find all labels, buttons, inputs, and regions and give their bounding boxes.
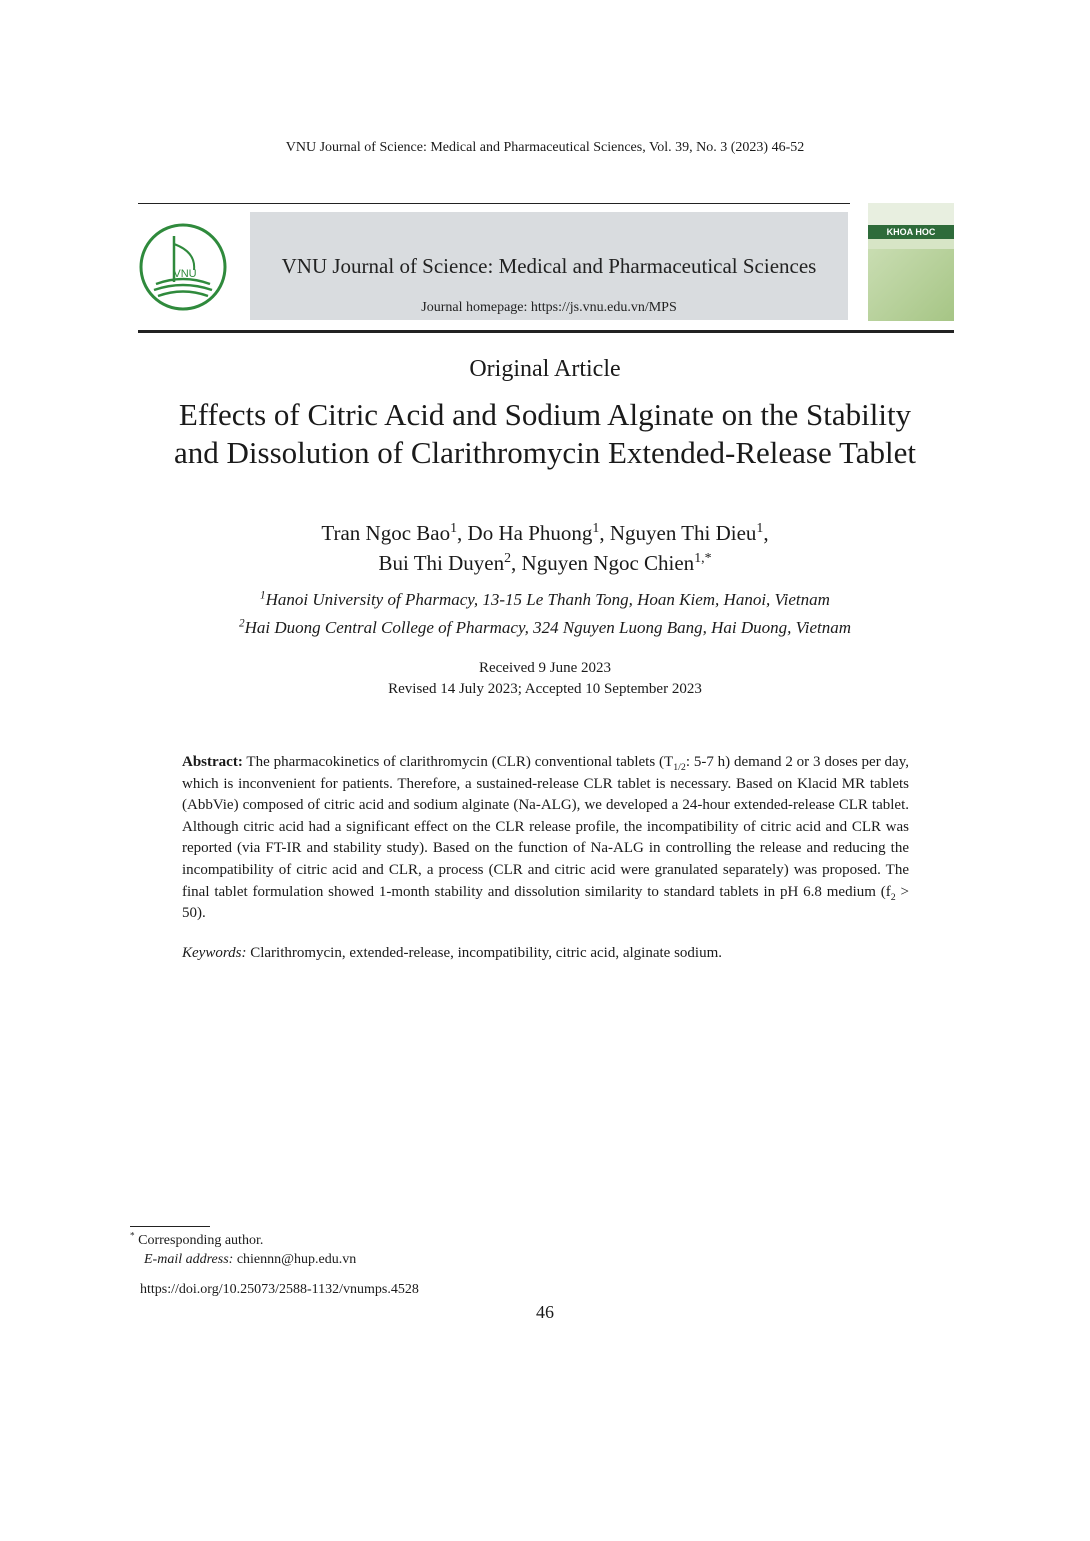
author-affiliation-marker: 1 [592,520,600,535]
banner-journal-title: VNU Journal of Science: Medical and Pharmaceutical Sciences [281,254,817,278]
author-separator: , [763,521,769,545]
logo-text: VNU [173,268,197,280]
author-separator: , [511,551,522,575]
abstract [182,752,909,925]
journal-banner [250,212,848,320]
footnote-marker: * [130,1230,135,1241]
received-date: Received 9 June 2023 [478,660,612,676]
author-name: Bui Thi Duyen [378,551,505,575]
running-head: VNU Journal of Science: Medical and Pharmaceutical Sciences, Vol. 39, No. 3 (2023) 46-52 [285,140,805,155]
author-affiliation-marker: 1,* [694,550,712,565]
author-affiliation-marker: 2 [504,550,512,565]
author-name: Nguyen Thi Dieu [609,521,757,545]
affiliation-1 [0,590,1090,610]
doi-link[interactable]: https://doi.org/10.25073/2588-1132/vnumps.4528 [140,1282,419,1297]
abstract-subscript: 2 [890,891,896,903]
affiliation-2 [0,618,1090,638]
affiliation-marker: 2 [238,617,245,630]
author-name: Nguyen Ngoc Chien [521,551,695,575]
email-label: E-mail address: [144,1252,234,1267]
cover-band [868,239,954,249]
journal-cover-thumbnail [868,203,954,321]
article-dates [0,658,1090,700]
cover-image [868,249,954,321]
header-rule-bottom [138,330,954,333]
author-separator: , [599,521,610,545]
abstract-text: > 50). [182,883,909,922]
author-name: Do Ha Phuong [467,521,593,545]
affiliation-text: Hanoi University of Pharmacy, 13-15 Le Thanh Tong, Hoan Kiem, Hanoi, Vietnam [265,590,830,609]
footnote-corresponding [130,1230,264,1249]
author-affiliation-marker: 1 [450,520,458,535]
keywords-label: Keywords: [182,945,247,961]
email-address[interactable]: chiennn@hup.edu.vn [233,1252,357,1267]
author-separator: , [457,521,468,545]
footnote-email [144,1252,356,1268]
article-type: Original Article [469,356,621,382]
footnote-text: Corresponding author. [134,1233,264,1248]
abstract-label: Abstract: [182,754,243,770]
cover-title: KHOA HOC [868,225,954,239]
keywords-text: Clarithromycin, extended-release, incompatibility, citric acid, alginate sodium. [246,945,722,961]
page-number: 46 [536,1302,554,1322]
abstract-text: The pharmacokinetics of clarithromycin (CLR) conventional tablets (T [242,754,674,770]
affiliation-text: Hai Duong Central College of Pharmacy, 324 Nguyen Luong Bang, Hai Duong, Vietnam [244,618,852,637]
title-line-2: and Dissolution of Clarithromycin Extended-Release Tablet [174,435,916,470]
affiliation-marker: 1 [260,589,266,602]
author-list [0,518,1090,578]
author-line-2 [0,548,1090,578]
author-line-1 [0,518,1090,548]
author-name: Tran Ngoc Bao [321,521,451,545]
revised-accepted-date: Revised 14 July 2023; Accepted 10 September 2023 [388,681,702,697]
abstract-text: : 5-7 h) demand 2 or 3 doses per day, which is inconvenient for patients. Therefore, a sustained-release CLR tablet is necessary. Based on Klacid MR tablets (AbbVie) composed of citric acid and sodium alginate (Na-ALG), we developed a 24-hour extended-release CLR tablet. Although citric acid had a significant effect on the CLR release profile, the incompatibility of citric acid and CLR was reported (via FT-IR and stability study). Based on the function of Na-ALG in controlling the release and reducing the incompatibility of citric acid and CLR, a process (CLR and citric acid were granulated separately) was proposed. The final tablet formulation showed 1-month stability and dissolution similarity to standard tablets in pH 6.8 medium (f [182,754,909,900]
cover-header [868,203,954,225]
banner-homepage[interactable]: Journal homepage: https://js.vnu.edu.vn/MPS [421,300,677,315]
title-line-1: Effects of Citric Acid and Sodium Alginate on the Stability [178,397,912,432]
vnu-logo [138,222,228,312]
header-rule-top [138,203,850,204]
article-title [0,396,1090,472]
author-affiliation-marker: 1 [756,520,764,535]
footnote-rule [130,1226,210,1227]
abstract-subscript: 1/2 [673,762,686,773]
keywords [182,945,909,962]
